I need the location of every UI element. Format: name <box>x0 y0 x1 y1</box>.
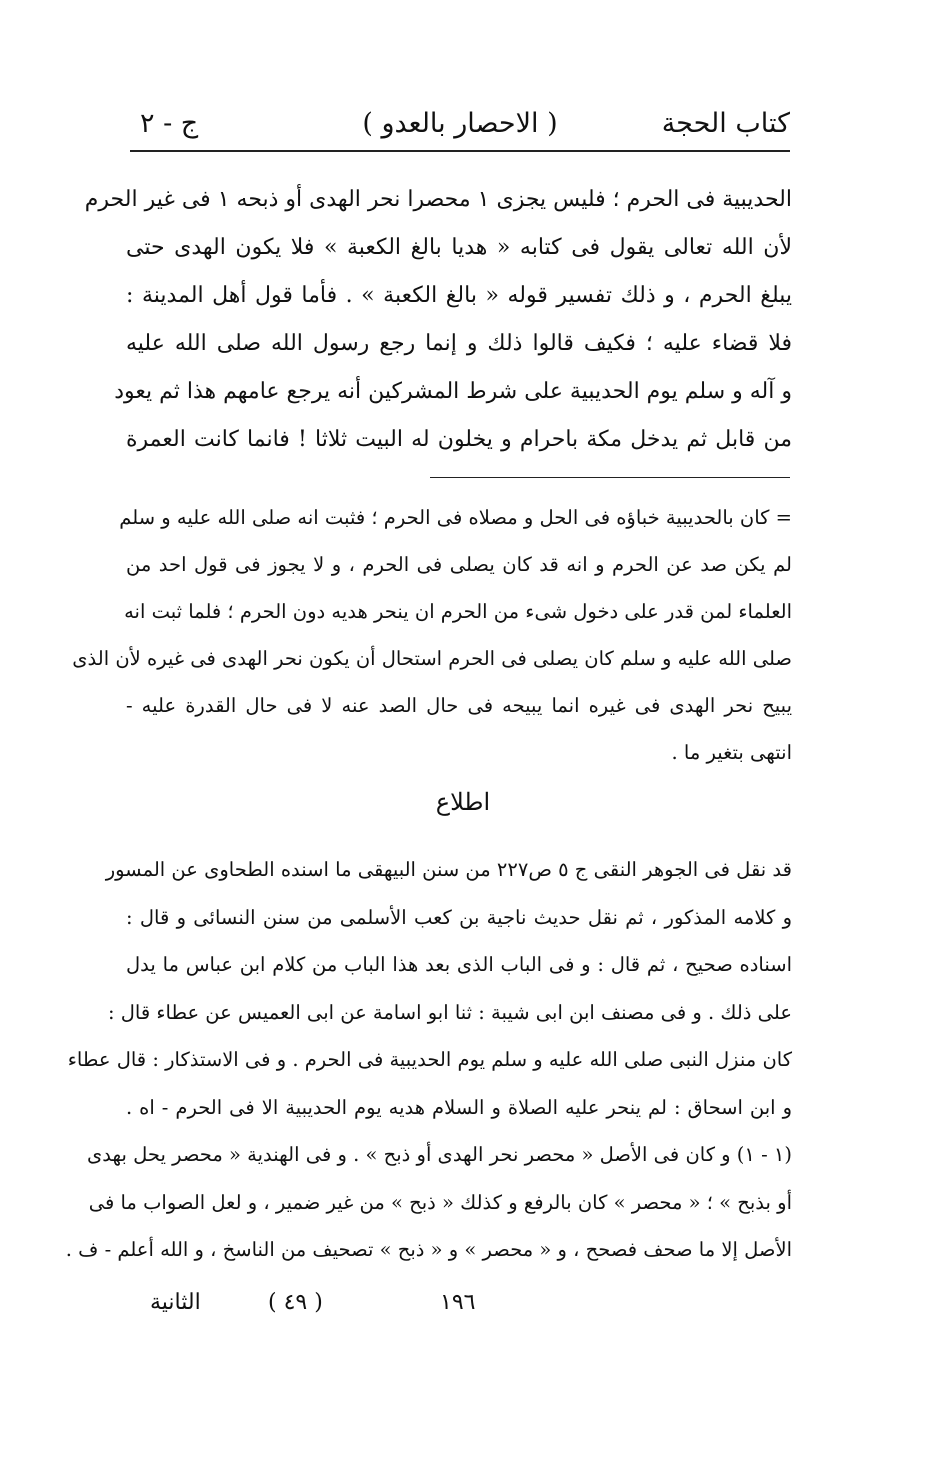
main-text-line: و آله و سلم يوم الحديبية على شرط المشركين أنه يرجع عامهم هذا ثم يعود <box>114 379 792 404</box>
volume-label: ج - ٢ <box>140 108 199 139</box>
notes-line: قد نقل فى الجوهر النقى ج ٥ ص٢٢٧ من سنن البيهقى ما اسنده الطحاوى عن المسور <box>105 858 792 881</box>
footnote-line: لم يكن صد عن الحرم و انه قد كان يصلى فى الحرم ، و لا يجوز فى قول احد من <box>126 553 792 576</box>
notes-line: و ابن اسحاق : لم ينحر عليه الصلاة و السلام هديه يوم الحديبية الا فى الحرم - اه . <box>126 1095 792 1119</box>
footnote-line: العلماء لمن قدر على دخول شىء من الحرم ان ينحر هديه دون الحرم ؛ فلما ثبت انه <box>124 600 792 623</box>
notes-line: على ذلك . و فى مصنف ابن ابى شيبة : ثنا ابو اسامة عن ابى العميس عن عطاء قال : <box>107 1000 792 1024</box>
notes-line: كان منزل النبى صلى الله عليه و سلم يوم الحديبية فى الحرم . و فى الاستذكار : قال عطاء <box>67 1048 792 1071</box>
footnote-line: انتهى بتغير ما . <box>671 741 792 764</box>
book-title: كتاب الحجة <box>661 108 790 139</box>
notes-line: (١ - ١) و كان فى الأصل « محصر نحر الهدى أو ذبح » . و فى الهندية « محصر يحل بهدى <box>87 1143 792 1166</box>
main-text <box>84 176 792 464</box>
notes-text <box>65 846 792 1274</box>
footnote-line: صلى الله عليه و سلم كان يصلى فى الحرم استحال أن يكون نحر الهدى فى غيره لأن الذى <box>72 647 792 670</box>
sheet-number: ( ٤٩ ) <box>268 1290 323 1315</box>
notes-line: أو بذبح » ؛ « محصر » كان بالرفع و كذلك « ذبح » من غير ضمير ، و لعل الصواب ما فى <box>88 1190 792 1214</box>
page-header <box>130 108 790 152</box>
footnote-line: = كان بالحديبية خباؤه فى الحل و مصلاه فى الحرم ؛ فثبت انه صلى الله عليه و سلم <box>119 506 792 529</box>
chapter-title: ( الاحصار بالعدو ) <box>362 108 558 139</box>
main-text-line: لأن الله تعالى يقول فى كتابه « هديا بالغ الكعبة » فلا يكون الهدى حتى <box>126 235 792 260</box>
main-text-line: الحديبية فى الحرم ؛ فليس يجزى ١ محصرا نحر الهدى أو ذبحه ١ فى غير الحرم <box>84 187 792 212</box>
footnote-line: يبيح نحر الهدى فى غيره انما يبيحه فى حال الصد عنه لا فى حال القدرة عليه - <box>126 694 792 717</box>
main-text-line: فلا قضاء عليه ؛ فكيف قالوا ذلك و إنما رجع رسول الله صلى الله عليه <box>126 331 792 356</box>
page-number: ١٩٦ <box>440 1290 476 1315</box>
notes-line: اسناده صحيح ، ثم قال : و فى الباب الذى بعد هذا الباب من كلام ابن عباس ما يدل <box>126 953 792 976</box>
header-rule <box>130 150 790 152</box>
main-text-line: من قابل ثم يدخل مكة باحرام و يخلون له البيت ثلاثا ! فانما كانت العمرة <box>126 427 792 452</box>
footnote-separator <box>430 477 790 478</box>
notes-line: الأصل إلا ما صحف فصحح ، و « محصر » و « ذبح » تصحيف من الناسخ ، و الله أعلم - ف . <box>65 1238 792 1261</box>
footnote-text <box>72 494 792 776</box>
main-text-line: يبلغ الحرم ، و ذلك تفسير قوله « بالغ الكعبة » . فأما قول أهل المدينة : <box>126 283 792 308</box>
section-title: اطلاع <box>435 788 491 816</box>
notes-line: و كلامه المذكور ، ثم نقل حديث ناجية بن كعب الأسلمى من سنن النسائى و قال : <box>126 905 792 929</box>
part-label: الثانية <box>150 1290 201 1315</box>
